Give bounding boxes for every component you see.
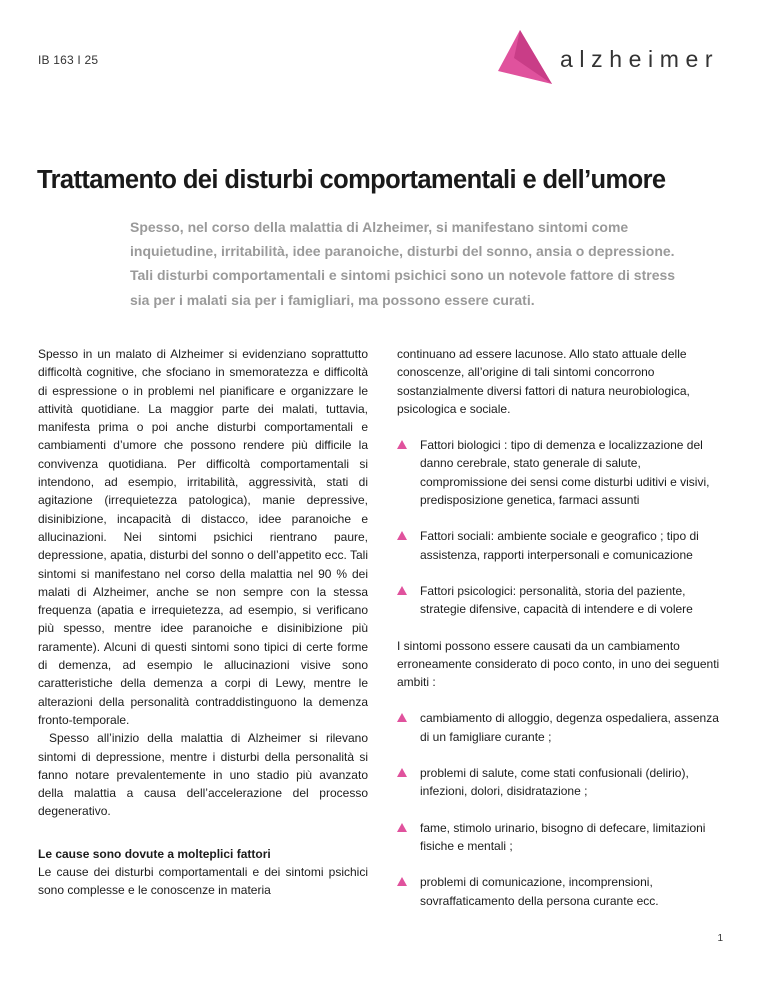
left-column [38, 345, 368, 900]
body-paragraph: Le cause dei disturbi comportamentali e dei sintomi psichici sono complesse e le conoscenze in materia [38, 865, 368, 898]
body-paragraph: I sintomi possono essere causati da un cambiamento erroneamente considerato di poco conto, in uno dei seguenti ambiti : [397, 638, 720, 690]
list-item: Fattori biologici : tipo di demenza e localizzazione del danno cerebrale, stato generale di salute, compromissione dei sensi come disturbi uditivi e visivi, predisposizione genetica, farmaci assunti [397, 436, 724, 509]
page-title: Trattamento dei disturbi comportamentali e dell’umore [37, 166, 666, 194]
page-number: 1 [717, 933, 723, 944]
triangle-bullet-icon [397, 586, 407, 595]
list-item: Fattori sociali: ambiente sociale e geografico ; tipo di assistenza, rapporti interpersonali e comunicazione [397, 527, 724, 564]
logo-triangle-icon [496, 24, 556, 86]
lead-paragraph: Spesso, nel corso della malattia di Alzheimer, si manifestano sintomi come inquietudine, irritabilità, idee paranoiche, disturbi del sonno, ansia o depressione. Tali disturbi comportamentali e sintomi psichici sono un notevole fattore di stress sia per i malati sia per i famigliari, ma possono essere curati. [130, 219, 676, 308]
alzheimer-logo [496, 24, 736, 86]
factors-list [397, 436, 724, 618]
triangle-bullet-icon [397, 531, 407, 540]
section-heading: Le cause sono dovute a molteplici fattori [38, 846, 271, 861]
list-item: fame, stimolo urinario, bisogno di defecare, limitazioni fisiche e mentali ; [397, 819, 724, 856]
right-column [397, 345, 724, 910]
triangle-bullet-icon [397, 713, 407, 722]
body-paragraph: Spesso all’inizio della malattia di Alzheimer si rilevano sintomi di depressione, mentre i disturbi della personalità si fanno notare prevalentemente in uno stadio più avanzato della malattia a causa dell’accelerazione del processo degenerativo. [38, 731, 368, 819]
triangle-bullet-icon [397, 440, 407, 449]
triangle-bullet-icon [397, 877, 407, 886]
triangle-bullet-icon [397, 768, 407, 777]
body-paragraph: continuano ad essere lacunose. Allo stato attuale delle conoscenze, all’origine di tali sintomi concorrono sostanzialmente diversi fattori di natura neurobiologica, psicologica e sociale. [397, 347, 690, 416]
document-id: IB 163 I 25 [38, 53, 99, 67]
triggers-list [397, 709, 724, 909]
body-paragraph: Spesso in un malato di Alzheimer si evidenziano soprattutto difficoltà cognitive, che sfociano in smemoratezza e difficoltà di espressione o in problemi nel pianificare e organizzare le attività quotidiane. La maggior parte dei malati, tuttavia, manifesta prima o poi anche disturbi comportamentali e cambiamenti d’umore che possono rendere più difficile la convivenza quotidiana. Per difficoltà comportamentali si intendono, ad esempio, irritabilità, aggressività, stati di agitazione (irrequietezza patologica), manie depressive, disinibizione, incapacità di distacco, idee paranoiche e allucinazioni. Nei sintomi psichici rientrano paure, depressione, apatia, disturbi del sonno o dell’appetito ecc. Tali sintomi si manifestano nel corso della malattia nel 90 % dei malati di Alzheimer, anche se non sempre con la stessa frequenza (apatia e irrequietezza, ad esempio, si verificano più spesso, mentre idee paranoiche e disinibizione più raramente). Alcuni di questi sintomi sono tipici di certe forme di demenza, ad esempio le allucinazioni visive sono caratteristiche della demenza a corpi di Lewy, mentre le alterazioni della personalità contraddistinguono la demenza fronto-temporale. [38, 347, 368, 727]
list-item: cambiamento di alloggio, degenza ospedaliera, assenza di un famigliare curante ; [397, 709, 724, 746]
logo-text: alzheimer [560, 46, 720, 72]
list-item: problemi di comunicazione, incomprensioni, sovraffaticamento della persona curante ecc. [397, 873, 724, 910]
triangle-bullet-icon [397, 823, 407, 832]
list-item: Fattori psicologici: personalità, storia del paziente, strategie difensive, capacità di intendere e di volere [397, 582, 724, 619]
list-item: problemi di salute, come stati confusionali (delirio), infezioni, dolori, disidratazione ; [397, 764, 724, 801]
